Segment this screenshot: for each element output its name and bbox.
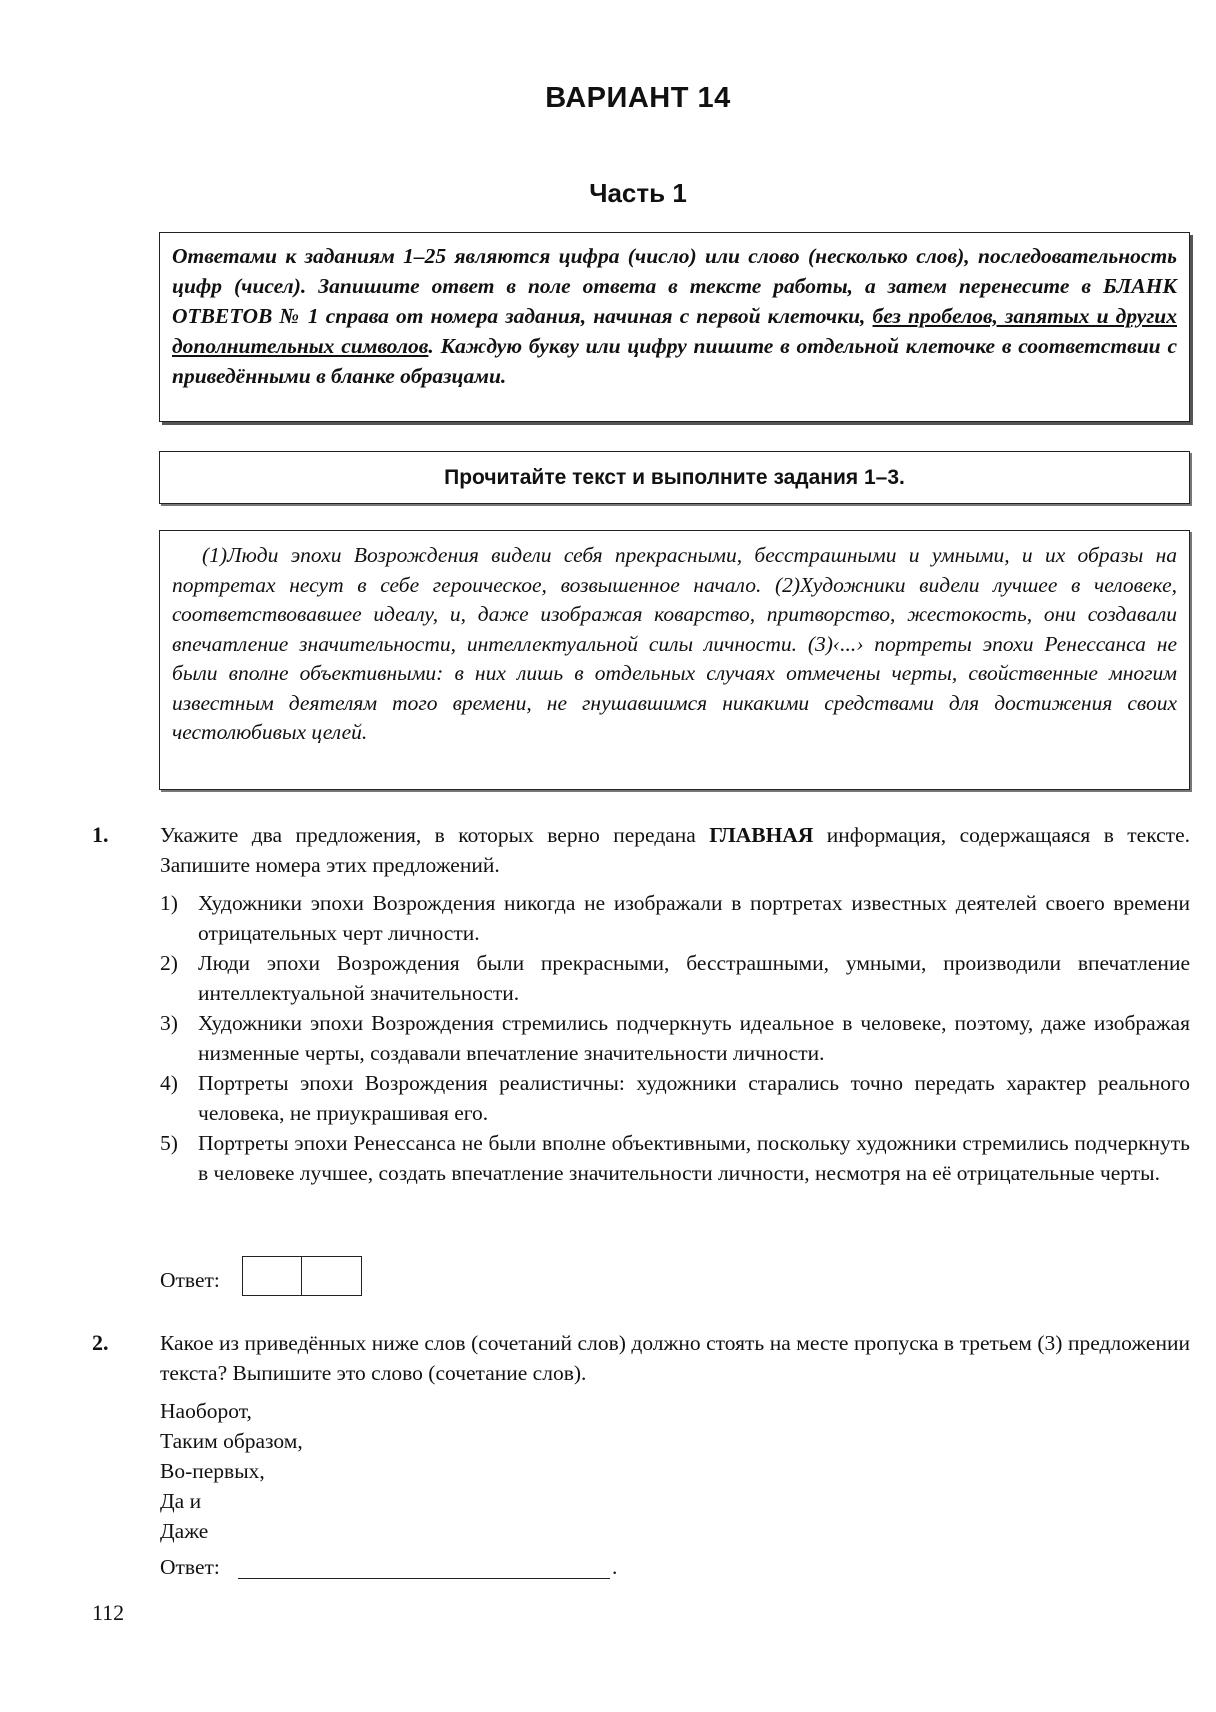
option-text: Портреты эпохи Ренессанса не были вполне объективными, поскольку художники стремились подчеркнуть в человеке лучшее, создать впечатление значительности личности, несмотря на её отрицательные черты. [198, 1131, 1190, 1185]
answer-cell[interactable] [242, 1256, 302, 1296]
read-prompt-box [159, 451, 1190, 504]
question-1-number: 1. [92, 822, 109, 847]
q2-answer-end: . [612, 1555, 618, 1579]
q1-answer-label: Ответ: [160, 1268, 220, 1292]
option-text: Художники эпохи Возрождения стремились подчеркнуть идеальное в человеке, поэтому, даже изображая низменные черты, создавали впечатление значительности личности. [198, 1011, 1190, 1065]
q2-answer-label: Ответ: [160, 1555, 220, 1579]
question-1-options [160, 888, 1190, 1188]
instructions-text-end: . Каждую букву или цифру пишите в отдельной клеточке в соответствии с приведёнными в бланке образцами. [172, 334, 1177, 388]
q1-answer-cells[interactable] [242, 1256, 362, 1296]
part-title: Часть 1 [589, 178, 687, 208]
question-2-number: 2. [92, 1330, 109, 1355]
variant-title: ВАРИАНТ 14 [545, 82, 731, 114]
option-item: Да и [160, 1489, 202, 1513]
passage-box [159, 530, 1190, 790]
question-1-text [160, 820, 1190, 880]
option-number: 4) [160, 1071, 178, 1095]
q1-pre: Укажите два предложения, в которых верно передана [160, 823, 710, 847]
q2-answer-line[interactable] [238, 1578, 610, 1579]
option-item [160, 1008, 1190, 1068]
option-item [160, 888, 1190, 948]
option-number: 2) [160, 951, 178, 975]
instructions-box [159, 232, 1190, 422]
q1-post: информация, содержащаяся в тексте. Запишите номера этих предложений. [160, 823, 1190, 877]
read-prompt: Прочитайте текст и выполните задания 1–3. [444, 465, 905, 489]
option-number: 1) [160, 891, 178, 915]
option-text: Люди эпохи Возрождения были прекрасными, бесстрашными, умными, производили впечатление интеллектуальной значительности. [198, 951, 1190, 1005]
q1-bold: ГЛАВНАЯ [709, 823, 814, 847]
option-text: Портреты эпохи Возрождения реалистичны: художники старались точно передать характер реального человека, не приукрашивая его. [198, 1071, 1190, 1125]
option-text: Художники эпохи Возрождения никогда не изображали в портретах известных деятелей своего времени отрицательных черт личности. [198, 891, 1190, 945]
option-number: 3) [160, 1011, 178, 1035]
answer-cell[interactable] [302, 1256, 362, 1296]
option-item: Даже [160, 1519, 209, 1543]
option-item [160, 948, 1190, 1008]
option-item [160, 1068, 1190, 1128]
page-number: 112 [92, 1600, 125, 1625]
question-2-options [160, 1396, 303, 1546]
question-2-text: Какое из приведённых ниже слов (сочетаний слов) должно стоять на месте пропуска в третьем (3) предложении текста? Выпишите это слово (сочетание слов). [160, 1331, 1190, 1385]
instructions-underlined: без пробелов, запятых и других дополнительных символов [172, 304, 1177, 358]
option-number: 5) [160, 1131, 178, 1155]
option-item: Наоборот, [160, 1399, 252, 1423]
passage-text: (1)Люди эпохи Возрождения видели себя прекрасными, бесстрашными и умными, и их образы на портретах несут в себе героическое, возвышенное начало. (2)Художники видели лучшее в человеке, соответствовавшее идеалу, и, даже изображая коварство, притворство, жестокость, они создавали впечатление значительности, интеллектуальной силы личности. (3)‹...› портреты эпохи Ренессанса не были вполне объективными: в них лишь в отдельных случаях отмечены черты, свойственные многим известным деятелям того времени, не гнушавшимся никакими средствами для достижения своих честолюбивых целей. [172, 543, 1177, 744]
option-item [160, 1128, 1190, 1188]
option-item: Таким образом, [160, 1429, 303, 1453]
instructions-text: Ответами к заданиям 1–25 являются цифра (число) или слово (несколько слов), последовательность цифр (чисел). Запишите ответ в поле ответа в тексте работы, а затем перенесите в БЛАНК ОТВЕТОВ № 1 справа от номера задания, начиная с первой клеточки, [172, 244, 1177, 328]
option-item: Во-первых, [160, 1459, 265, 1483]
